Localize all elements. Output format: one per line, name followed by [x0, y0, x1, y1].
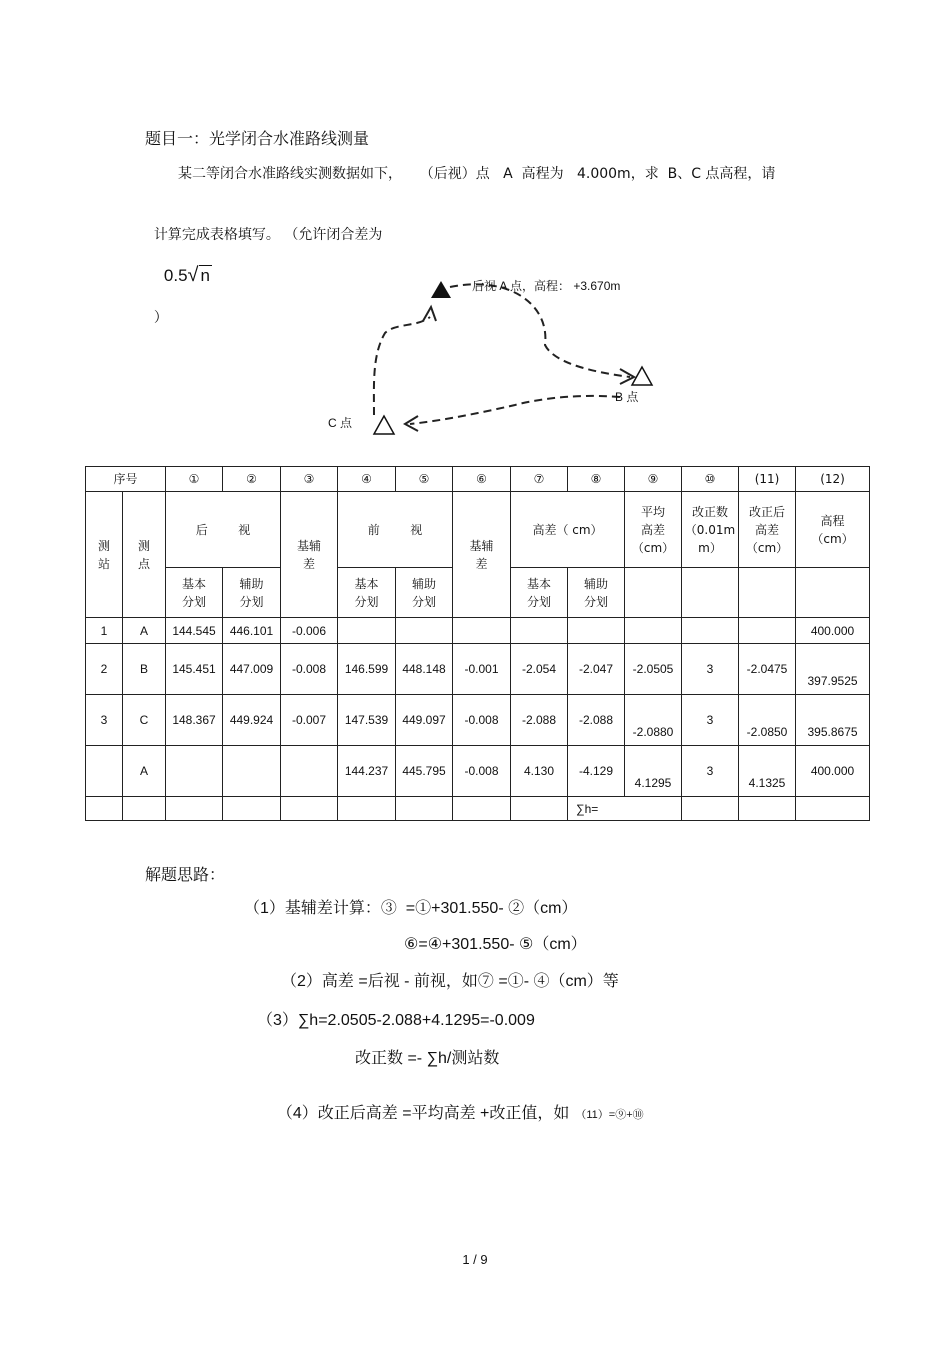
cell-avg	[625, 618, 682, 644]
sum-label: ∑h=	[568, 797, 682, 821]
header-correction: 改正数 （0.01m m）	[682, 492, 739, 568]
cell-point: C	[123, 695, 166, 746]
cell-hd-aux	[568, 618, 625, 644]
route-b-to-c	[410, 396, 620, 424]
sum-row	[86, 797, 870, 821]
cell-hd-aux: -4.129	[568, 746, 625, 797]
sub-front-basic: 基本 分划	[338, 568, 396, 618]
cell-back-basic: 144.545	[166, 618, 223, 644]
idx-3: ③	[281, 467, 338, 492]
header-station: 测 站	[86, 492, 123, 618]
cell-front-basic: 146.599	[338, 644, 396, 695]
idx-4: ④	[338, 467, 396, 492]
header-row-1	[86, 492, 870, 568]
cell-point: A	[123, 746, 166, 797]
cell-back-basic: 148.367	[166, 695, 223, 746]
idx-7: ⑦	[511, 467, 568, 492]
cell-elevation: 400.000	[796, 618, 870, 644]
cell-avg: -2.0505	[625, 644, 682, 695]
sqrt-icon: √	[187, 264, 199, 286]
cell-hd-basic: -2.054	[511, 644, 568, 695]
cell-diff-3	[281, 746, 338, 797]
cell-hd-basic: 4.130	[511, 746, 568, 797]
cell-back-aux: 446.101	[223, 618, 281, 644]
header-avg: 平均 高差 （cm）	[625, 492, 682, 568]
empty-cell	[682, 568, 739, 618]
header-diff-6: 基辅 差	[453, 492, 511, 618]
cell-front-aux: 445.795	[396, 746, 453, 797]
cell-point: B	[123, 644, 166, 695]
sub-back-aux: 辅助 分划	[223, 568, 281, 618]
header-foresight: 前 视	[338, 492, 453, 568]
cell-correction: 3	[682, 746, 739, 797]
cell-point: A	[123, 618, 166, 644]
point-b-label: B 点	[615, 390, 639, 404]
index-row	[86, 467, 870, 492]
tolerance-close: ）	[153, 310, 168, 326]
cell-hd-basic	[511, 618, 568, 644]
page-number: 1 / 9	[462, 1252, 488, 1267]
idx-11: (11)	[739, 467, 796, 492]
empty-cell	[739, 568, 796, 618]
table-row	[86, 695, 870, 746]
cell-hd-aux: -2.047	[568, 644, 625, 695]
header-elevation: 高程 （cm）	[796, 492, 870, 568]
route-a-to-b	[450, 284, 630, 377]
cell-diff-6	[453, 618, 511, 644]
header-point: 测 点	[123, 492, 166, 618]
point-a-marker	[431, 281, 451, 298]
cell-back-basic	[166, 746, 223, 797]
cell-front-basic: 144.237	[338, 746, 396, 797]
cell-back-aux	[223, 746, 281, 797]
cell-elevation: 400.000	[796, 746, 870, 797]
route-c-to-a	[374, 317, 430, 415]
tolerance-var: n	[200, 266, 210, 285]
cell-hd-basic: -2.088	[511, 695, 568, 746]
cell-station: 1	[86, 618, 123, 644]
cell-front-basic: 147.539	[338, 695, 396, 746]
cell-front-aux	[396, 618, 453, 644]
arrow-head-a-icon	[423, 307, 436, 321]
sub-back-basic: 基本 分划	[166, 568, 223, 618]
idx-2: ②	[223, 467, 281, 492]
cell-back-aux: 449.924	[223, 695, 281, 746]
header-height-diff: 高差（ cm）	[511, 492, 625, 568]
cell-corrected: 4.1325	[739, 746, 796, 797]
tolerance-coef: 0.5	[163, 266, 188, 285]
idx-1: ①	[166, 467, 223, 492]
cell-front-aux: 448.148	[396, 644, 453, 695]
table-row	[86, 746, 870, 797]
leveling-table	[85, 466, 870, 821]
idx-5: ⑤	[396, 467, 453, 492]
cell-correction: 3	[682, 695, 739, 746]
cell-corrected	[739, 618, 796, 644]
tolerance-formula	[145, 266, 212, 306]
solution-step-1b: ⑥=④+301.550- ⑤（cm）	[404, 936, 587, 953]
cell-front-basic	[338, 618, 396, 644]
empty-cell	[625, 568, 682, 618]
sub-front-aux: 辅助 分划	[396, 568, 453, 618]
problem-title: 题目一：光学闭合水准路线测量	[145, 129, 370, 148]
header-corrected: 改正后 高差 （cm）	[739, 492, 796, 568]
cell-avg: -2.0880	[625, 695, 682, 746]
cell-diff-3: -0.006	[281, 618, 338, 644]
cell-back-basic: 145.451	[166, 644, 223, 695]
table-row	[86, 644, 870, 695]
header-diff-3: 基辅 差	[281, 492, 338, 618]
cell-station: 3	[86, 695, 123, 746]
solution-step-4-small: （11）=⑨+⑩	[575, 1109, 644, 1121]
cell-elevation: 397.9525	[796, 644, 870, 695]
cell-station: 2	[86, 644, 123, 695]
point-c-label: C 点	[328, 416, 353, 430]
cell-avg: 4.1295	[625, 746, 682, 797]
cell-corrected: -2.0850	[739, 695, 796, 746]
idx-6: ⑥	[453, 467, 511, 492]
table-row	[86, 618, 870, 644]
idx-12: (12)	[796, 467, 870, 492]
solution-heading: 解题思路：	[145, 865, 226, 884]
solution-step-3: （3）∑h=2.0505-2.088+4.1295=-0.009	[257, 1012, 535, 1029]
idx-8: ⑧	[568, 467, 625, 492]
idx-10: ⑩	[682, 467, 739, 492]
cell-diff-6: -0.008	[453, 746, 511, 797]
solution-step-3b: 改正数 =- ∑h/测站数	[355, 1050, 500, 1067]
cell-hd-aux: -2.088	[568, 695, 625, 746]
solution-step-2: （2）高差 =后视 - 前视，如⑦ =①- ④（cm）等	[281, 973, 619, 990]
cell-correction: 3	[682, 644, 739, 695]
point-c-marker	[374, 416, 394, 434]
sub-hd-aux: 辅助 分划	[568, 568, 625, 618]
cell-elevation: 395.8675	[796, 695, 870, 746]
cell-correction	[682, 618, 739, 644]
cell-front-aux: 449.097	[396, 695, 453, 746]
point-a-label: 后视 A 点，高程： +3.670m	[472, 279, 621, 293]
sub-hd-basic: 基本 分划	[511, 568, 568, 618]
cell-back-aux: 447.009	[223, 644, 281, 695]
cell-diff-6: -0.008	[453, 695, 511, 746]
solution-step-4	[268, 1082, 644, 1123]
empty-cell	[796, 568, 870, 618]
intro-line-2-text: 计算完成表格填写。 （允许闭合差为	[153, 227, 383, 243]
solution-step-1a: （1）基辅差计算：③ =①+301.550- ②（cm）	[244, 900, 578, 917]
point-b-marker	[632, 367, 652, 385]
intro-line-1: 某二等闭合水准路线实测数据如下， （后视）点 A 高程为 4.000m，求 B、C 点高程，请	[178, 166, 776, 182]
cell-diff-6: -0.001	[453, 644, 511, 695]
header-backsight: 后 视	[166, 492, 281, 568]
idx-seq: 序号	[86, 467, 166, 492]
idx-9: ⑨	[625, 467, 682, 492]
cell-diff-3: -0.008	[281, 644, 338, 695]
solution-step-4-text: （4）改正后高差 =平均高差 +改正值，如	[276, 1105, 570, 1122]
cell-corrected: -2.0475	[739, 644, 796, 695]
cell-station	[86, 746, 123, 797]
cell-diff-3: -0.007	[281, 695, 338, 746]
